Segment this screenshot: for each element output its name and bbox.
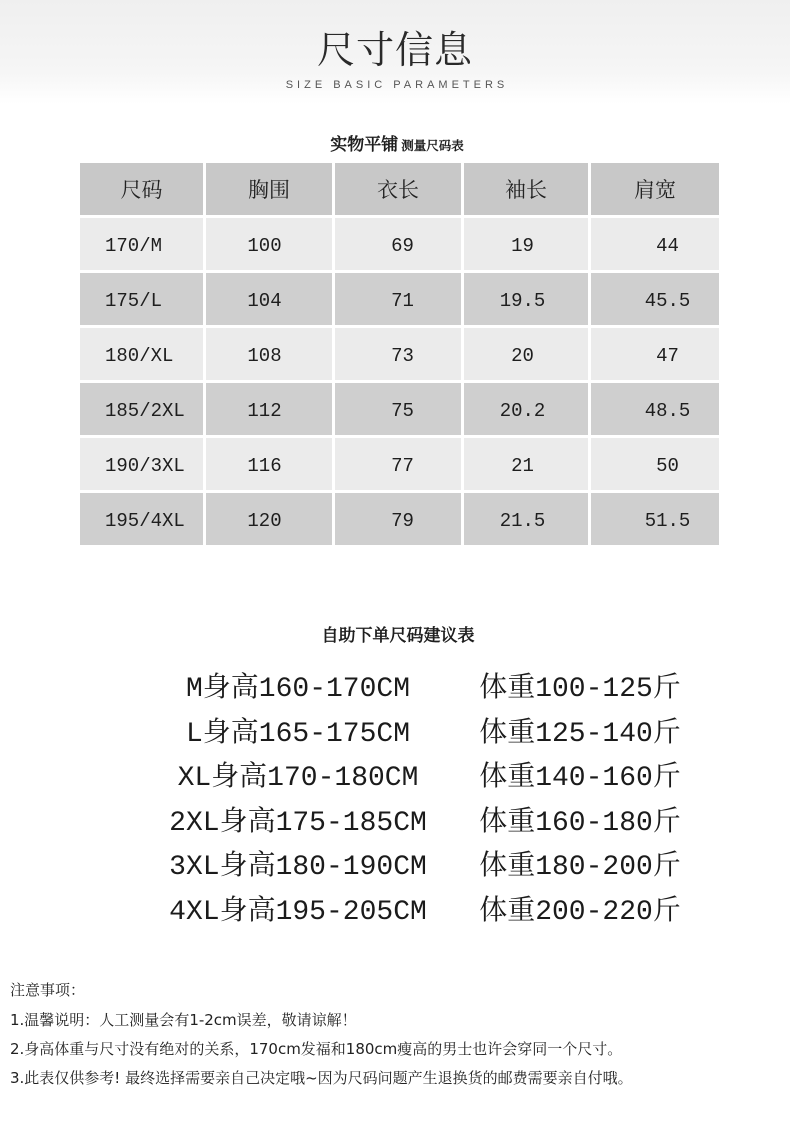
cell-size: 190/3XL [80, 438, 203, 490]
recommendation-item [0, 802, 790, 847]
cell-sleeve: 21.5 [464, 493, 588, 545]
cell-sleeve: 20 [464, 328, 588, 380]
cell-shoulder: 50 [591, 438, 719, 490]
cell-size: 180/XL [80, 328, 203, 380]
cell-size: 175/L [80, 273, 203, 325]
size-table-caption [0, 134, 790, 156]
cell-shoulder: 47 [591, 328, 719, 380]
cell-chest: 100 [206, 218, 332, 270]
header-shoulder: 肩宽 [591, 163, 719, 215]
cell-sleeve: 19 [464, 218, 588, 270]
cell-chest: 112 [206, 383, 332, 435]
cell-shoulder: 48.5 [591, 383, 719, 435]
cell-shoulder: 45.5 [591, 273, 719, 325]
cell-length: 73 [335, 328, 461, 380]
cell-chest: 108 [206, 328, 332, 380]
size-table [80, 163, 719, 545]
cell-chest: 104 [206, 273, 332, 325]
cell-shoulder: 44 [591, 218, 719, 270]
recommendation-title: 自助下单尺码建议表 [321, 626, 475, 646]
notes-title: 注意事项： [10, 981, 86, 999]
cell-chest: 116 [206, 438, 332, 490]
page-title: 尺寸信息 [316, 28, 473, 72]
recommendation-weight: 体重140-160斤 [479, 763, 681, 794]
size-table-caption-sub: 测量尺码表 [401, 138, 464, 153]
recommendation-height: M身高160-170CM [185, 674, 411, 705]
cell-length: 75 [335, 383, 461, 435]
cell-size: 170/M [80, 218, 203, 270]
table-row [80, 438, 719, 490]
recommendation-item [0, 668, 790, 713]
cell-size: 185/2XL [80, 383, 203, 435]
recommendation-height: XL身高170-180CM [177, 763, 419, 794]
table-row [80, 383, 719, 435]
cell-shoulder: 51.5 [591, 493, 719, 545]
recommendation-item [0, 846, 790, 891]
cell-length: 79 [335, 493, 461, 545]
note-item: 2.身高体重与尺寸没有绝对的关系，170cm发福和180cm瘦高的男士也许会穿同一个尺寸。 [10, 1040, 623, 1058]
cell-size: 195/4XL [80, 493, 203, 545]
recommendation-item [0, 891, 790, 936]
cell-chest: 120 [206, 493, 332, 545]
cell-length: 69 [335, 218, 461, 270]
header-chest: 胸围 [206, 163, 332, 215]
cell-length: 71 [335, 273, 461, 325]
recommendation-height: 3XL身高180-190CM [169, 852, 427, 883]
recommendation-weight: 体重100-125斤 [479, 674, 681, 705]
size-table-caption-main: 实物平铺 [330, 135, 399, 155]
recommendation-item [0, 757, 790, 802]
recommendation-weight: 体重200-220斤 [479, 896, 681, 928]
cell-sleeve: 19.5 [464, 273, 588, 325]
note-item: 1.温馨说明：人工测量会有1-2cm误差，敬请谅解！ [10, 1011, 357, 1029]
cell-sleeve: 20.2 [464, 383, 588, 435]
table-header-row [80, 163, 719, 215]
recommendation-weight: 体重180-200斤 [479, 852, 681, 883]
cell-sleeve: 21 [464, 438, 588, 490]
notes-list [10, 1006, 780, 1093]
recommendation-weight: 体重125-140斤 [479, 718, 681, 750]
table-row [80, 218, 719, 270]
recommendation-height: L身高165-175CM [185, 718, 411, 750]
header-sleeve: 袖长 [464, 163, 588, 215]
header-size: 尺码 [80, 163, 203, 215]
table-row [80, 493, 719, 545]
recommendation-list [0, 668, 790, 935]
recommendation-height: 2XL身高175-185CM [169, 807, 427, 839]
note-item: 3.此表仅供参考! 最终选择需要亲自己决定哦~因为尺码问题产生退换货的邮费需要亲自付哦。 [10, 1069, 633, 1087]
page-subtitle: SIZE BASIC PARAMETERS [285, 79, 509, 91]
recommendation-height: 4XL身高195-205CM [169, 896, 427, 928]
table-row [80, 328, 719, 380]
recommendation-item [0, 713, 790, 758]
table-row [80, 273, 719, 325]
cell-length: 77 [335, 438, 461, 490]
header-length: 衣长 [335, 163, 461, 215]
recommendation-weight: 体重160-180斤 [479, 807, 681, 839]
